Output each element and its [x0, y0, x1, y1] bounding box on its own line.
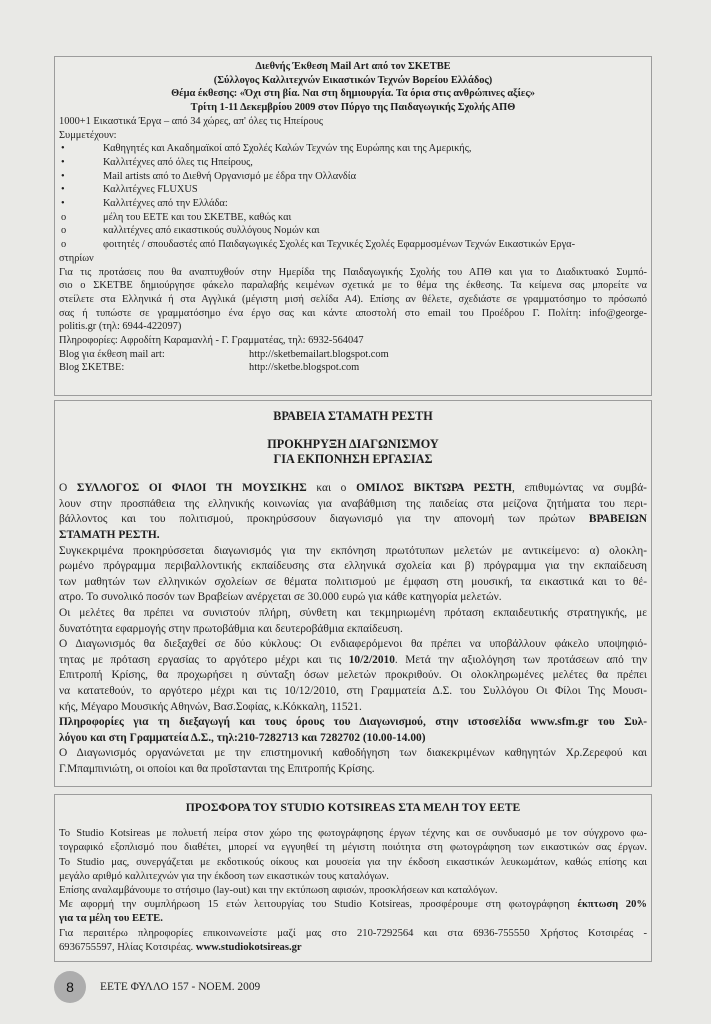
paragraph-line: μεγάλο αριθμό καλλιτεχνών για την έκδοση των εικαστικών τους καταλόγων.	[59, 870, 389, 882]
paragraph-line: Για περαιτέρω πληροφορίες επικοινωνείστε μαζί μας στο 210-7292564 και στα 6936-755550 Χρήστος Κοτσιρέας -	[59, 927, 647, 939]
exhibition-theme: Θέμα έκθεσης: «Όχι στη βία. Ναι στη δημιουργία. Τα όρια στις ανθρώπινες αξίες»	[171, 88, 535, 100]
list-item: o φοιτητές / σπουδαστές από Παιδαγωγικές Σχολές και Τεχνικές Σχολές Εφαρμοσμένων Τεχνών Εικαστικών Εργα-	[61, 239, 576, 251]
paragraph-line: τητας με πρόταση εργασίας το αργότερο μέχρι και τις 10/2/2010. Μετά την αξιολόγηση των προτάσεων από την	[59, 653, 647, 666]
paragraph-line: λουν στην προσπάθεια της ελληνικής κοινωνίας για αναβάθμιση της παιδείας στα μείζονα ζητήματα του περι-	[59, 497, 647, 510]
page-number: 8	[54, 971, 86, 1003]
list-item: • Καθηγητές και Ακαδημαϊκοί από Σχολές Καλών Τεχνών της Ευρώπης και της Αμερικής,	[61, 143, 472, 155]
paragraph-line: Επιτροπή Κρίσης, θα προχωρήσει η σύνταξη όσων μελετών προκριθούν. Οι ολοκληρωμένες μελέτες θα πρέπει	[59, 669, 647, 682]
studio-offer-box	[54, 794, 652, 962]
blog-row	[59, 348, 647, 362]
paragraph-line: ατρο. Το συνολικό ποσόν των Βραβείων ανέρχεται σε 30.000 ευρώ για κάθε κατηγορία μελετών.	[59, 591, 502, 604]
exhibition-title: Διεθνής Έκθεση Mail Art από τον ΣΚΕΤΒΕ	[255, 61, 451, 72]
paragraph-line: δυνατότητα εφαρμογής στην πρωτοβάθμια και δευτεροβάθμια εκπαίδευση.	[59, 622, 403, 635]
paragraph-line: Οι μελέτες θα πρέπει να συνιστούν πλήρη, σύνθετη και τεκμηριωμένη πρόταση εκπαιδευτικής στρατηγικής, με	[59, 606, 647, 619]
paragraph-line: στείλετε στα Ελληνικά ή στα Αγγλικά (μέγιστη μισή σελίδα Α4). Επίσης αν θέλετε, σχεδιάστε σε γραμματόσημο το πρόσωπό	[59, 293, 647, 305]
paragraph-line: των μαθητών των ελληνικών σχολείων σε θέματα πολιτισμού με έμφαση στη μουσική, τα εικαστικά και το θέ-	[59, 575, 647, 588]
blog-url: http://sketbemailart.blogspot.com	[249, 348, 389, 360]
awards-box	[54, 400, 652, 787]
list-item: o καλλιτέχνες από εικαστικούς συλλόγους Νομών και	[61, 225, 320, 237]
info-line: Πληροφορίες για τη διεξαγωγή και τους όρους του Διαγωνισμού, στην ιστοσελίδα www.sfm.gr του Συλ-	[59, 716, 647, 729]
info-line: Πληροφορίες: Αφροδίτη Καραμανλή - Γ. Γραμματέας, τηλ: 6932-564047	[59, 335, 364, 347]
paragraph-line: Ο Διαγωνισμός οργανώνεται με την επιστημονική καθοδήγηση των διακεκριμένων καθηγητών Χρ.Ζερεφού και	[59, 747, 647, 760]
intro-line: 1000+1 Εικαστικά Έργα – από 34 χώρες, απ' όλες τις Ηπείρους	[59, 115, 323, 127]
competition-subtitle: ΓΙΑ ΕΚΠΟΝΗΣΗ ΕΡΓΑΣΙΑΣ	[273, 451, 433, 466]
blog-label: Blog για έκθεση mail art:	[59, 348, 165, 360]
paragraph-line: Συγκεκριμένα προκηρύσσεται διαγωνισμός για την εκπόνηση πρωτότυπων μελετών με αντικείμενο: α) ολοκλη-	[59, 544, 647, 557]
paragraph-line: 6936755597, Ηλίας Κοτσιρέας. www.studiokotsireas.gr	[59, 941, 302, 953]
paragraph-line: σας ή τυπώστε σε γραμματόσημο ένα έργο σας και κάντε αποστολή στο email του Προέδρου Γ. Πολίτη: info@george-	[59, 307, 647, 319]
paragraph-line: βάλλοντος και του πολιτισμού, προκηρύσσουν διαγωνισμό για την απονομή των πρώτων ΒΡΑΒΕΙΩΝ	[59, 513, 647, 526]
mail-art-exhibition-box	[54, 56, 652, 396]
list-item: o μέλη του ΕΕΤΕ και του ΣΚΕΤΒΕ, καθώς και	[61, 211, 292, 223]
paragraph-line: τογραφικό εξοπλισμό που διαθέτει, μπορεί να εγγυηθεί τη μέγιστη ποιότητα στη φωτογράφηση των εικαστικών σας έργων.	[59, 842, 647, 854]
list-item: • Mail artists από το Διεθνή Οργανισμό με έδρα την Ολλανδία	[61, 170, 357, 182]
info-line: λόγου και στη Γραμματεία Δ.Σ., τηλ:210-7282713 και 7282702 (10.00-14.00)	[59, 731, 426, 744]
paragraph-line: Με αφορμή την συμπλήρωση 15 ετών λειτουργίας του Studio Kotsireas, προσφέρουμε στη φωτογράφηση έκπτωση 20%	[59, 899, 647, 911]
page-footer	[54, 970, 260, 1004]
paragraph-line: Ο ΣΥΛΛΟΓΟΣ ΟΙ ΦΙΛΟΙ ΤΗ ΜΟΥΣΙΚΗΣ και ο ΟΜΙΛΟΣ ΒΙΚΤΩΡΑ ΡΕΣΤΗ, επιθυμώντας να συμβά-	[59, 482, 647, 495]
footer-issue-text: ΕΕΤΕ ΦΥΛΛΟ 157 - ΝΟΕΜ. 2009	[100, 981, 261, 993]
competition-title: ΠΡΟΚΗΡΥΞΗ ΔΙΑΓΩΝΙΣΜΟΥ	[267, 436, 439, 451]
paragraph-line: politis.gr (τηλ: 6944-422097)	[59, 321, 182, 333]
paragraph-line: Γ.Μπαμπινιώτη, οι οποίοι και θα προΐστανται της Επιτροπής Κρίσης.	[59, 762, 375, 775]
list-item: • Καλλιτέχνες FLUXUS	[61, 184, 198, 196]
paragraph-line: σιο ο ΣΚΕΤΒΕ δημιούργησε φάκελο παραλαβής κειμένων σχετικά με το θέμα της έκθεσης. Τα κείμενα σας μπορείτε να	[59, 280, 647, 292]
paragraph-line: Ο Διαγωνισμός θα διεξαχθεί σε δύο κύκλους: Οι ενδιαφερόμενοι θα πρέπει να υποβάλλουν φάκελο υποψηφιό-	[59, 638, 647, 651]
blog-label: Blog ΣΚΕΤΒΕ:	[59, 362, 125, 374]
awards-title: ΒΡΑΒΕΙΑ ΣΤΑΜΑΤΗ ΡΕΣΤΗ	[273, 409, 433, 423]
blog-row	[59, 361, 647, 375]
paragraph-line: ρωμένο πρόγραμμα περιβαλλοντικής εκπαίδευσης στα ελληνικά σχολεία και β) πρόγραμμα για την εκπαίδευση	[59, 560, 647, 573]
exhibition-organizer: (Σύλλογος Καλλιτεχνών Εικαστικών Τεχνών Βορείου Ελλάδος)	[213, 74, 493, 86]
paragraph-line: Για τις προτάσεις που θα αναπτυχθούν στην Ημερίδα της Παιδαγωγικής Σχολής του ΑΠΘ και για το Διαδικτυακό Συμπό-	[59, 266, 647, 278]
paragraph-line: για τα μέλη του ΕΕΤΕ.	[59, 913, 163, 925]
paragraph-line: Επίσης αναλαμβάνουμε το στήσιμο (lay-out) και την εκτύπωση αφισών, προσκλήσεων και καταλόγων.	[59, 885, 498, 897]
paragraph-line: κής, Μέγαρο Μουσικής Αθηνών, Βασ.Σοφίας, κ.Κόκκαλη, 11521.	[59, 700, 362, 713]
blog-url: http://sketbe.blogspot.com	[249, 362, 360, 374]
paragraph-line: να κατατεθούν, το αργότερο μέχρι και τις 10/12/2010, στη Γραμματεία Δ.Σ. του Συλλόγου Οι Φίλοι Της Μουσι-	[59, 684, 647, 697]
paragraph-line: στηρίων	[59, 252, 94, 264]
paragraph-line: Το Studio Kotsireas με πολυετή πείρα στον χώρο της φωτογράφησης έργων τέχνης και σε συνδυασμό με τον σύγχρονο φω-	[59, 828, 647, 840]
exhibition-date: Τρίτη 1-11 Δεκεμβρίου 2009 στον Πύργο της Παιδαγωγικής Σχολής ΑΠΘ	[190, 102, 516, 114]
paragraph-line: ΣΤΑΜΑΤΗ ΡΕΣΤΗ.	[59, 528, 160, 541]
studio-offer-title: ΠΡΟΣΦΟΡΑ ΤΟΥ STUDIO KOTSIREAS ΣΤΑ ΜΕΛΗ ΤΟΥ ΕΕΤΕ	[185, 801, 521, 814]
list-item: • Καλλιτέχνες από την Ελλάδα:	[61, 198, 228, 210]
intro-line: Συμμετέχουν:	[59, 129, 117, 141]
paragraph-line: Το Studio μας, συνεργάζεται με εκδοτικούς οίκους και μουσεία για την έκδοση εικαστικών λευκωμάτων, καθώς επίσης και	[59, 856, 647, 868]
list-item: • Καλλιτέχνες από όλες τις Ηπείρους,	[61, 156, 253, 168]
